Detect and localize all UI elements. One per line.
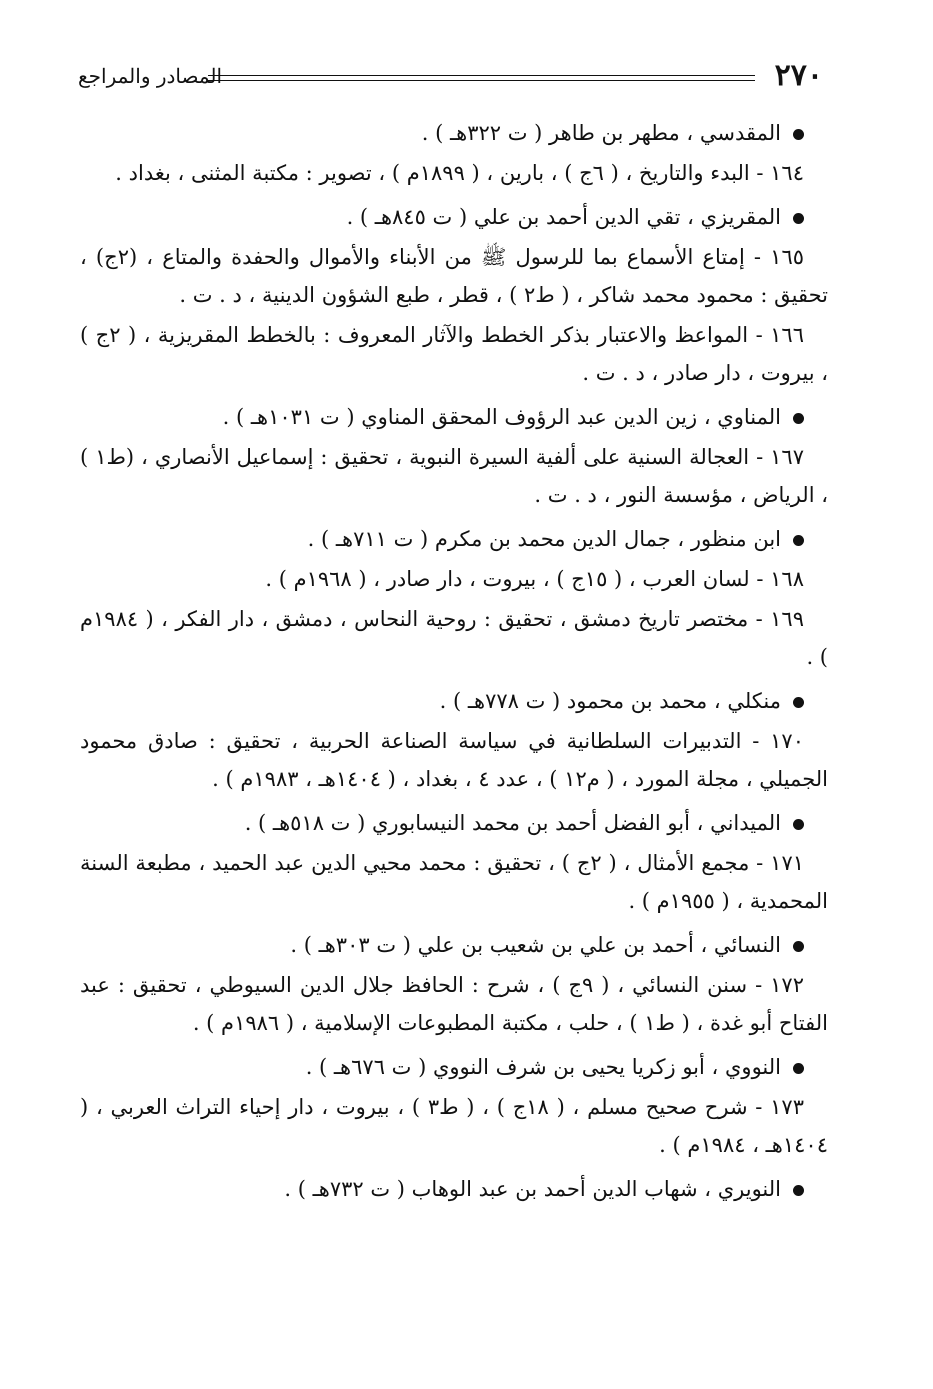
- bullet-icon: [793, 697, 804, 708]
- author-text: النسائي ، أحمد بن علي بن شعيب بن علي ( ت ٣٠٣هـ ) .: [290, 933, 781, 957]
- work-entry: ١٦٨ - لسان العرب ، ( ١٥ج ) ، بيروت ، دار صادر ، ( ١٩٦٨م ) .: [265, 567, 804, 591]
- bullet-icon: [793, 535, 804, 546]
- bullet-icon: [793, 941, 804, 952]
- author-entry: [80, 520, 828, 558]
- work-entry: ١٦٩ - مختصر تاريخ دمشق ، تحقيق : روحية النحاس ، دمشق ، دار الفكر ، ( ١٩٨٤م ) .: [80, 607, 828, 669]
- bullet-icon: [793, 129, 804, 140]
- header-rule-second: [208, 80, 755, 81]
- work-entry: ١٦٧ - العجالة السنية على ألفية السيرة النبوية ، تحقيق : إسماعيل الأنصاري ، (ط١ ) ، الرياض ، مؤسسة النور ، د . ت .: [80, 445, 828, 507]
- work-entry: ١٧٢ - سنن النسائي ، ( ٩ج ) ، شرح : الحافظ جلال الدين السيوطي ، تحقيق : عبد الفتاح أبو غدة ، ( ط١ ) ، حلب ، مكتبة المطبوعات الإسلامية ، ( ١٩٨٦م ) .: [80, 973, 828, 1035]
- bullet-icon: [793, 213, 804, 224]
- author-entry: [80, 114, 828, 152]
- author-entry: [80, 198, 828, 236]
- author-entry: [80, 398, 828, 436]
- author-entry: [80, 926, 828, 964]
- author-text: المناوي ، زين الدين عبد الرؤوف المحقق المناوي ( ت ١٠٣١هـ ) .: [222, 405, 781, 429]
- author-text: المقريزي ، تقي الدين أحمد بن علي ( ت ٨٤٥هـ ) .: [346, 205, 781, 229]
- bullet-icon: [793, 413, 804, 424]
- author-entry: [80, 1170, 828, 1208]
- author-entry: [80, 682, 828, 720]
- work-entry: ١٧٣ - شرح صحيح مسلم ، ( ١٨ج ) ، ( ط٣ ) ، بيروت ، دار إحياء التراث العربي ، ( ١٤٠٤هـ ، ١٩٨٤م ) .: [80, 1095, 828, 1157]
- work-entry: ١٦٦ - المواعظ والاعتبار بذكر الخطط والآثار المعروف : بالخطط المقريزية ، ( ٢ج ) ، بيروت ، دار صادر ، د . ت .: [80, 323, 828, 385]
- running-title: المصادر والمراجع: [78, 64, 223, 88]
- work-entry: ١٧١ - مجمع الأمثال ، ( ٢ج ) ، تحقيق : محمد محيي الدين عبد الحميد ، مطبعة السنة المحمدية ، ( ١٩٥٥م ) .: [80, 851, 828, 913]
- page-header: [78, 58, 823, 98]
- bullet-icon: [793, 1063, 804, 1074]
- header-rule: [208, 75, 755, 76]
- author-text: ابن منظور ، جمال الدين محمد بن مكرم ( ت ٧١١هـ ) .: [307, 527, 781, 551]
- author-text: النووي ، أبو زكريا يحيى بن شرف النووي ( ت ٦٧٦هـ ) .: [305, 1055, 781, 1079]
- work-entry: ١٦٥ - إمتاع الأسماع بما للرسول ﷺ من الأبناء والأموال والحفدة والمتاع ، (٢ج) ، تحقيق : محمود محمد شاكر ، ( ط٢ ) ، قطر ، طبع الشؤون الدينية ، د . ت .: [80, 245, 828, 307]
- author-text: منكلي ، محمد بن محمود ( ت ٧٧٨هـ ) .: [439, 689, 781, 713]
- references-list: [80, 108, 828, 1210]
- bullet-icon: [793, 819, 804, 830]
- author-text: الميداني ، أبو الفضل أحمد بن محمد النيسابوري ( ت ٥١٨هـ ) .: [244, 811, 781, 835]
- work-entry: ١٧٠ - التدبيرات السلطانية في سياسة الصناعة الحربية ، تحقيق : صادق محمود الجميلي ، مجلة المورد ، ( م١٢ ) ، عدد ٤ ، بغداد ، ( ١٤٠٤هـ ، ١٩٨٣م ) .: [80, 729, 828, 791]
- author-text: المقدسي ، مطهر بن طاهر ( ت ٣٢٢هـ ) .: [421, 121, 781, 145]
- bullet-icon: [793, 1185, 804, 1196]
- work-entry: ١٦٤ - البدء والتاريخ ، ( ٦ج ) ، بارين ، ( ١٨٩٩م ) ، تصوير : مكتبة المثنى ، بغداد .: [115, 161, 804, 185]
- page-number: ٢٧٠: [774, 58, 823, 93]
- author-entry: [80, 1048, 828, 1086]
- author-text: النويري ، شهاب الدين أحمد بن عبد الوهاب ( ت ٧٣٢هـ ) .: [284, 1177, 781, 1201]
- author-entry: [80, 804, 828, 842]
